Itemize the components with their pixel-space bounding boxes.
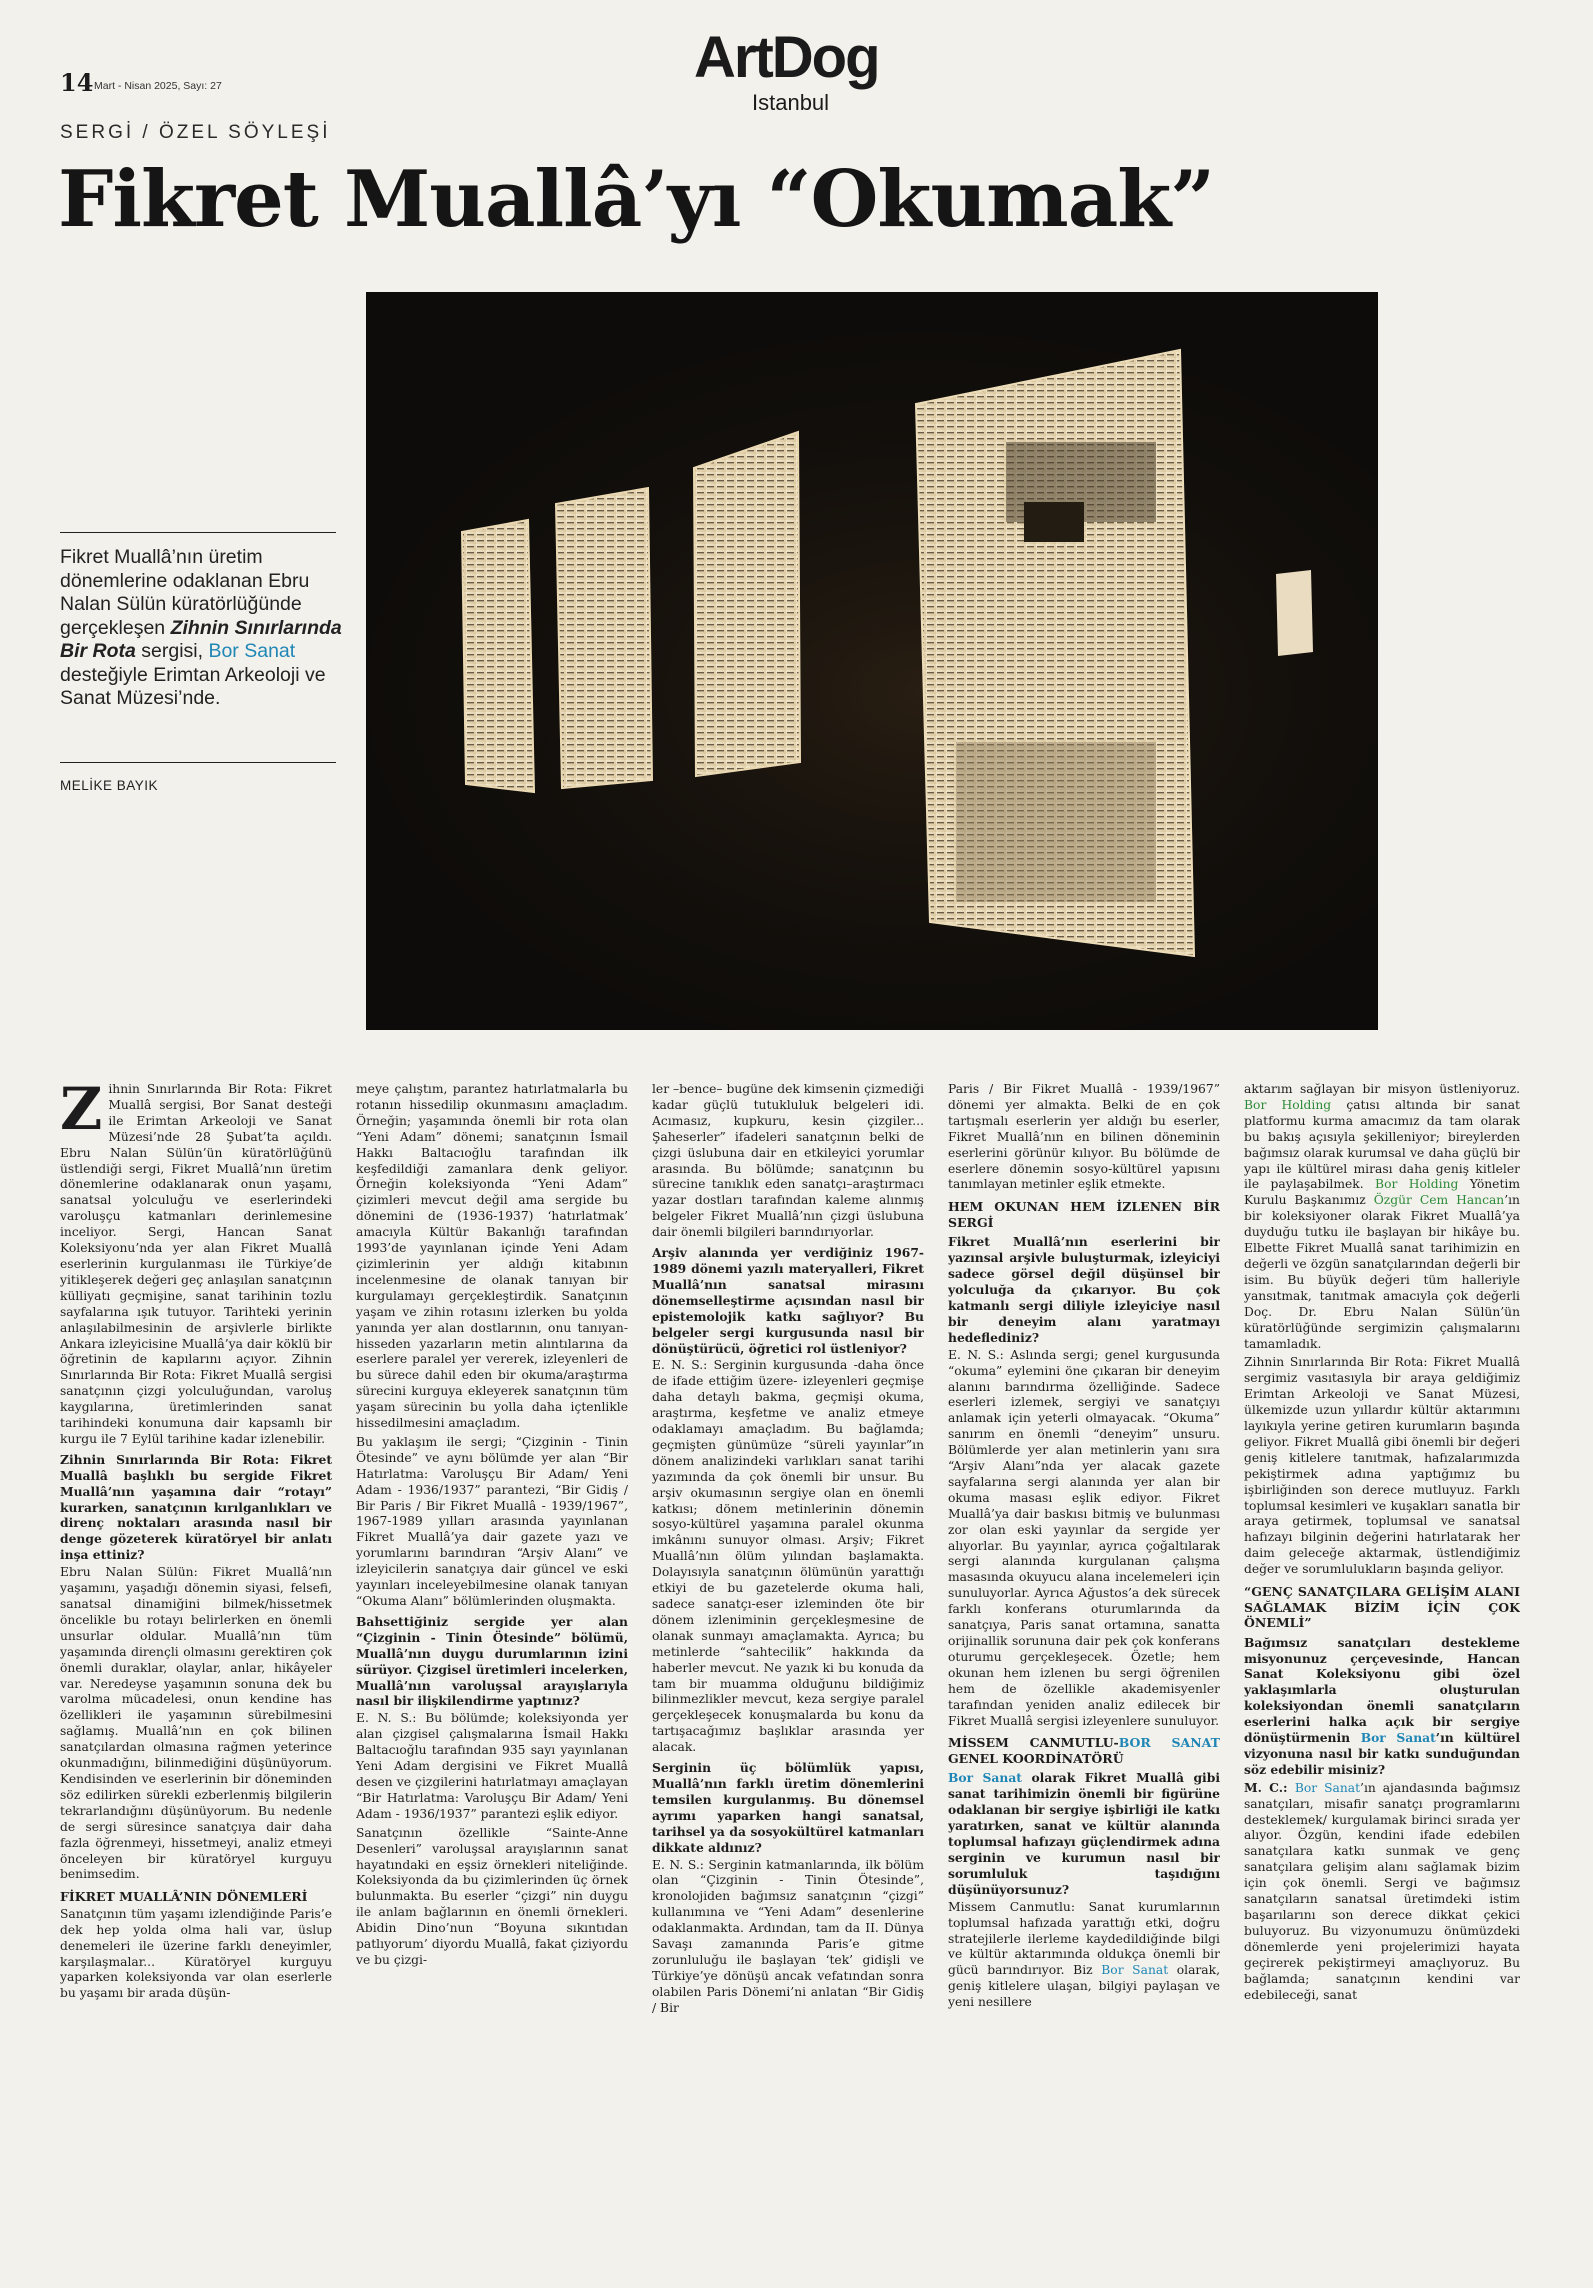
issue-date: Mart - Nisan 2025, Sayı: 27 bbox=[94, 80, 222, 92]
subheading-missem: MİSSEM CANMUTLU-BOR SANAT GENEL KOORDİNATÖRÜ bbox=[948, 1735, 1220, 1766]
sponsor-link[interactable]: Bor Sanat bbox=[208, 640, 296, 662]
lede-bottom-rule bbox=[60, 762, 336, 763]
page-number: 14 bbox=[60, 68, 94, 97]
lede-text: Fikret Muallâ’nın üretim dönemlerine odaklanan Ebru Nalan Sülün küratörlüğünde gerçekleşen Zihnin Sınırlarında Bir Rota sergisi, Bor Sanat desteğiyle Erimtan Arkeoloji ve Sanat Müzesi’nde. bbox=[60, 546, 342, 709]
exhibition-name: Zihnin Sınırlarında Bir Rota bbox=[60, 616, 342, 662]
logo-main: ArtDog bbox=[694, 25, 879, 90]
article-column-5: aktarım sağlayan bir misyon üstleniyoruz. Bor Holding çatısı altında bir sanat platformu kurma amacımız da tam olarak bu bakış açısıyla şekilleniyor; bireylerden bağımsız olarak kurumsal ve daha güçlü bir yapı ile kültürel mirası daha geniş kitleler ile paylaşabilmek. Bor Holding Yönetim Kurulu Başkanımız Özgür Cem Hancan’ın bir koleksiyoner olarak Fikret Muallâ’ya duyduğu tutku ile başlayan bir hikâye bu. Elbette Fikret Muallâ sanat tarihimizin en değerli ve özgün sanatçılarından değerli bir isim. Bu büyük değeri tüm halleriyle yansıtmak, tanıtmak amacıyla çok değerli Doç. Dr. Ebru Nalan Sülün’ün küratörlüğünde sergimizin çalışmalarını tamamladık. Zihnin Sınırlarında Bir Rota: Fikret Muallâ sergimiz vasıtasıyla bir araya geldiğimiz Erimtan Arkeoloji ve Sanat Müzesi, ülkemizde uzun yıllardır kültür aktarımını layıkıyla yerine getiren kurumların başında geliyor. Fikret Muallâ gibi önemli bir değeri geniş kitlelere tanıtmak, hafızalarımızda pekiştirmek adına yaptığımız bu işbirliğinden son derece mutluyuz. Farklı toplumsal kesimleri ve kuşakları sanatla bir araya getirmek, toplumsal ve sanatsal hafızayı bilginin değerini hatırlatarak her daim geleceğe aktarmak, üstlendiğimiz değer ve sorumlulukların başında geliyor. “GENÇ SANATÇILARA GELİŞİM ALANI SAĞLAMAK BİZİM İÇİN ÇOK ÖNEMLİ” Bağımsız sanatçıları destekleme misyonunuz çerçevesinde, Hancan Sanat Koleksiyonu gibi özel yaklaşımlarla oluşturulan koleksiyondan önemli sanatçıların eserlerini halka açık bir sergiye dönüştürmenin Bor Sanat’ın kültürel vizyonuna nasıl bir katkı sunduğundan söz edebilir misiniz? M. C.: Bor Sanat’ın ajandasında bağımsız sanatçıları, misafir sanatçı programlarını desteklemek/ kurgulamak birinci sırada yer alıyor. Özgün, kendini ifade edebilen sanatçılara katkı sunmak ve genç sanatçılara gelişim alanı sağlamak bizim için çok önemli. Sergi ve bağımsız sanatçıların sanatsal üretimdeki istim başarılarını son derece dikkat çekici buluyoruz. Bu vizyonumuzu önümüzdeki dönemlerde yeni projelerimizi hayata geçirerek pekiştirmeyi amaçlıyoruz. Bu bağlamda; sanatçının kendini var edebileceği, sanat bbox=[1244, 1082, 1520, 2002]
subheading-hem-okunan: HEM OKUNAN HEM İZLENEN BİR SERGİ bbox=[948, 1199, 1220, 1230]
exhibition-photo bbox=[366, 292, 1378, 1030]
article-column-3: ler –bence– bugüne dek kimsenin çizmediği kadar güçlü tutukluluk belgeleri idi. Acımasız, kupkuru, kesin çizgiler... Şaheserler” ifadeleri sanatçının belki de çizgi üslubuna dair en etkileyici yorumlar arasında. Bu bölümde; sanatçının bu sürecine tanıklık eden sanatçı–araştırmacı yazar dostları tarafından kaleme alınmış belgeler Fikret Muallâ’nın çizgi üslubuna dair önemli bilgileri barındırıyorlar. Arşiv alanında yer verdiğiniz 1967-1989 dönemi yazılı materyalleri, Fikret Muallâ’nın sanatsal mirasını dönemselleştirme açısından nasıl bir epistemolojik katkı sağlıyor? Bu belgeler sergi kurgusunda nasıl bir dönüştürücü, öğretici rol üstleniyor? E. N. S.: Serginin kurgusunda -daha önce de ifade ettiğim üzere- izleyenleri geçmişe daha detaylı bakma, geçmişi okuma, araştırma, keşfetme ve analiz etmeye odaklamayı amaçladım. Bu bağlamda; geçmişten günümüze “süreli yayınlar”ın dönem analizindeki varlıkları sanat tarihi yazımında da çok önemli bir unsur. Bu arşiv okumasının sergiye olan en önemli katkısı; dönem metinlerinin dönemin sosyo-kültürel yaşamına paralel okunma imkânını sunuyor olması. Arşiv; Fikret Muallâ’nın ölüm yılından başlamakta. Dolayısıyla sanatçının ölümünün yarattığı etkiyi de bu gazetelerde okuma hali, sadece sanatçı-eser izleminden öte bir dönem izleniminin gerçekleşmesine de olanak sunmayı amaçlamakta. Ayrıca; bu metinlerde “sahtecilik” hakkında da haberler mevcut. Ne yazık ki bu konuda da tam bir muamma olduğunu bildiğimiz bilinmezlikler mevcut, keza sergiye paralel gerçekleşecek konuşmalarda bu konu da tartışacağımız başlıklar arasında yer alacak. Serginin üç bölümlük yapısı, Muallâ’nın farklı üretim dönemlerini temsilen kurgulanmış. Bu dönemsel ayrımı yaparken hangi sanatsal, tarihsel ya da sosyokültürel katmanları dikkate aldınız? E. N. S.: Serginin katmanlarında, ilk bölüm olan “Çizginin - Tinin Ötesinde”, kronolojiden bağımsız sanatçının “çizgi” kullanımına ve “Yeni Adam” desenlerine odaklanmakta. Ardından, tam da II. Dünya Savaşı zamanında Paris’e gitme zorunluluğu ile başlayan ‘tek’ gidişli ve Türkiye’ye dönüşü ancak vefatından sonra olabilen Paris Dönemi’ni anlatan “Bir Gidiş / Bir bbox=[652, 1082, 924, 2015]
drop-cap: Z bbox=[60, 1082, 103, 1143]
subheading-donemleri: FİKRET MUALLÂ’NIN DÖNEMLERİ bbox=[60, 1889, 308, 1905]
article-column-2: meye çalıştım, parantez hatırlatmalarla bu rotanın hissedilip okunmasını amaçladım. Örneğin; yaşamında önemli bir rota olan “Yeni Adam” dönemi; sanatçının İsmail Hakkı Baltacıoğlu tarafından ilk keşfedildiği zamanlara denk geliyor. Örneğin koleksiyonda “Yeni Adam” çizimleri mevcut değil ama sergide bu dönemini de (1936-1937) ‘hatırlatmak’ amacıyla Kültür Bakanlığı tarafından 1993’de yayınlanan içinde Yeni Adam çizimlerinin yer aldığı kitabının incelenmesine de olanak tanıyan bir kurgulamayı gerçekleştirdik. Sanatçının yaşam ve zihin rotasını izlerken bu yolda yanında yer alan dostlarının, onu tanıyan-hisseden yazarların metin alıntılarına da eserlere paralel yer vererek, izleyenleri de bu sürece dahil eden bir okuma/araştırma sürecini kurguya ekleyerek sanatçının tüm yaşam sürecinin bu yolla daha içtenlikle hissedilmesini amaçladım. Bu yaklaşım ile sergi; “Çizginin - Tinin Ötesinde” ve aynı bölümde yer alan “Bir Hatırlatma: Varoluşçu Bir Adam/ Yeni Adam - 1936/1937” parantezi, “Bir Gidiş / Bir Paris / Bir Fikret Muallâ - 1939/1967”, 1967-1989 yılları arasında yayınlanan Fikret Muallâ’ya dair gazete yazı ve yorumlarını barındıran “Arşiv Alanı” ve izleyicilerin sanatçıya dair güncel ve eski yayınları inceleyebilmesine olanak tanıyan “Okuma Alanı” bölümlerinden oluşmakta. Bahsettiğiniz sergide yer alan “Çizginin - Tinin Ötesinde” bölümü, Muallâ’nın duygu durumlarının izini sürüyor. Çizgisel üretimleri incelerken, Muallâ’nın varoluşsal arayışlarıyla nasıl bir ilişkilendirme yaptınız? E. N. S.: Bu bölümde; koleksiyonda yer alan çizgisel çalışmalarına İsmail Hakkı Baltacıoğlu tarafından 935 sayı yayınlanan Yeni Adam dergisini ve Fikret Muallâ desen ve çizgilerini hatırlatmayı amaçlayan “Bir Hatırlatma: Varoluşçu Bir Adam/ Yeni Adam - 1936/1937” parantezi eşlik ediyor. Sanatçının özellikle “Sainte-Anne Desenleri” varoluşsal arayışlarının sanat hayatındaki en eşsiz örnekleri niteliğinde. Koleksiyonda da bu çizimlerinden üç örnek bulunmakta. Bu eserler “çizgi” nin duygu ile anlam bağlarının en önemli örnekleri. Abidin Dino’nun “Boyuna sıkıntıdan patlıyorum’ diyordu Muallâ, fakat çiziyordu ve bu çizgi- bbox=[356, 1082, 628, 1967]
article-column-4: Paris / Bir Fikret Muallâ - 1939/1967” dönemi yer almakta. Belki de en çok tartışmalı eserlerin yer aldığı bu eserler, Fikret Muallâ’nın en bilinen döneminin eserlerini görünür kılıyor. Bu bölümde de eserlere dönemin sosyo-kültürel yapısını tanımlayan metinler eşlik etmekte. HEM OKUNAN HEM İZLENEN BİR SERGİ Fikret Muallâ’nın eserlerini bir yazınsal arşivle buluşturmak, izleyiciyi sadece görsel değil düşünsel bir yolculuğa da çıkarıyor. Bu çok katmanlı sergi diliyle izleyiciye nasıl bir deneyim alanı yaratmayı hedeflediniz? E. N. S.: Aslında sergi; genel kurgusunda “okuma” eylemini öne çıkaran bir deneyim alanını barındırma özelliğinde. Sadece eserleri izlemek, sergiyi ve sanatçıyı anlamak için yeterli olmayacak. “Okuma” sanırım en önemli “deneyim” unsuru. Bölümlerde yer alan metinlerin yanı sıra “Arşiv Alanı”nda yer alacak gazete sayfalarına sergi alanında yer alan bir okuma masası eşlik ediyor. Fikret Muallâ’ya dair baskısı bitmiş ve bulunması zor olan eski yayınlar da sergide yer alıyorlar. Bu yayınlar, ayrıca çoğaltılarak sergi alanında kurgulanan çalışma masasında okuyucu alana incelemeleri için sunuluyorlar. Ayrıca Ağustos’a dek sürecek farklı konferans oturumlarında da sanatçıya, Paris sanat ortamına, sanatta orijinallik sorununa dair pek çok konferans oturumu gerçekleşecek. Özetle; hem okunan hem izlenen bu sergi öğrenilen hem de özellikle akademisyenler tarafından yeniden analiz edilecek bir Fikret Muallâ sergisi izleyenlere sunuluyor. MİSSEM CANMUTLU-BOR SANAT GENEL KOORDİNATÖRÜ Bor Sanat olarak Fikret Muallâ gibi sanat tarihimizin önemli bir figürüne odaklanan bir sergiye işbirliği ile katkı yaratırken, sanat ve kültür alanında toplumsal hafızayı güçlendirmek adına serginin ve kurumun nasıl bir sorumluluk taşıdığını düşünüyorsunuz? Missem Canmutlu: Sanat kurumlarının toplumsal hafızada yarattığı etki, doğru stratejilerle ilerleme kaydedildiğinde bilgi ve kültür aktarımında oldukça önemli bir gücü barındırıyor. Biz Bor Sanat olarak, geniş kitlelere ulaşan, bilgiyi paylaşan ve yeni nesillere bbox=[948, 1082, 1220, 2010]
logo-sub: Istanbul bbox=[752, 90, 830, 115]
article-title: Fikret Muallâ’yı “Okumak” bbox=[58, 154, 1215, 245]
lede-top-rule bbox=[60, 532, 336, 533]
author-name: MELİKE BAYIK bbox=[60, 778, 159, 793]
section-label: SERGİ / ÖZEL SÖYLEŞİ bbox=[60, 122, 331, 143]
artdog-logo[interactable] bbox=[694, 25, 894, 115]
newspaper-display-image bbox=[366, 292, 1378, 1030]
article-column-1: Zihnin Sınırlarında Bir Rota: Fikret Muallâ sergisi, Bor Sanat desteği ile Erimtan Arkeoloji ve Sanat Müzesi’nde 28 Şubat’ta açıldı. Ebru Nalan Sülün’ün küratörlüğünü üstlendiği sergi, Fikret Muallâ’nın üretim dönemlerine odaklanarak onun yaşamı, sanatsal yolculuğu ve eserlerindeki varoluşçu katmanları derinlemesine inceliyor. Sergi, Hancan Sanat Koleksiyonu’nda yer alan Fikret Muallâ eserlerinin kurgulanması ile Türkiye’de yitikleşerek değeri geç anlaşılan sanatçının külliyatı geçmişine, sanat tarihinin tozlu sayfalarına ışık tutuyor. Tarihteki yerinin anlaşılabilmesinin de arşivlerle birlikte Ankara izleyicisine Muallâ’ya dair köklü bir öğretinin de kapılarını açıyor. Zihnin Sınırlarında Bir Rota: Fikret Muallâ sergisi sanatçının çizgi yolculuğundan, varoluş kaygılarına, üretimlerinden sanat tarihindeki konumuna dair kapsamlı bir kurgu ile 7 Eylül tarihine kadar izlenebilir. Zihnin Sınırlarında Bir Rota: Fikret Muallâ başlıklı bu sergide Fikret Muallâ’nın yaşamına dair “rotayı” kurarken, sanatçının kırılganlıkları ve direnç noktaları arasında nasıl bir denge gözeterek küratöryel bir anlatı inşa ettiniz? Ebru Nalan Sülün: Fikret Muallâ’nın yaşamını, yaşadığı dönemin siyasi, felsefi, sanatsal dinamiğini bilmek/hissetmek öncelikle bu rotayı belirlerken en önemli unsurlar oldular. Muallâ’nın tüm yaşamında dirençli olmasını gerektiren çok önemli duraklar, olaylar, anlar, hikâyeler var. Neredeyse yaşamının sonuna dek bu varolma mücadelesi, onun kendine has özellikleri ile yaşamının sürebilmesini sağlamış. Muallâ’nın en çok bilinen sanatçılardan olmasına rağmen yeterince okunmadığını, bilinmediğini düşünüyorum. Kendisinden ve eserlerinin bir döneminden söz edilirken sürekli ezberlenmiş bilgilerin tekrarlandığını düşünüyorum. Bu nedenle de sergi süresince sanatçıya dair daha fazla öğrenmeyi, hissetmeyi, analiz etmeyi önceleyen bir küratöryel kurguyu benimsedim. FİKRET MUALLÂ’NIN DÖNEMLERİ Sanatçının tüm yaşamı izlendiğinde Paris’e dek hep yolda olma hali var, üslup denemeleri ile üzerine farklı deneyimler, karşılaşmalar... Küratöryel kurguyu yaparken koleksiyonda var olan eserlerle bu yaşamı bir arada düşün- bbox=[60, 1082, 332, 2001]
subheading-genc-sanatcilar: “GENÇ SANATÇILARA GELİŞİM ALANI SAĞLAMAK BİZİM İÇİN ÇOK ÖNEMLİ” bbox=[1244, 1584, 1520, 1631]
